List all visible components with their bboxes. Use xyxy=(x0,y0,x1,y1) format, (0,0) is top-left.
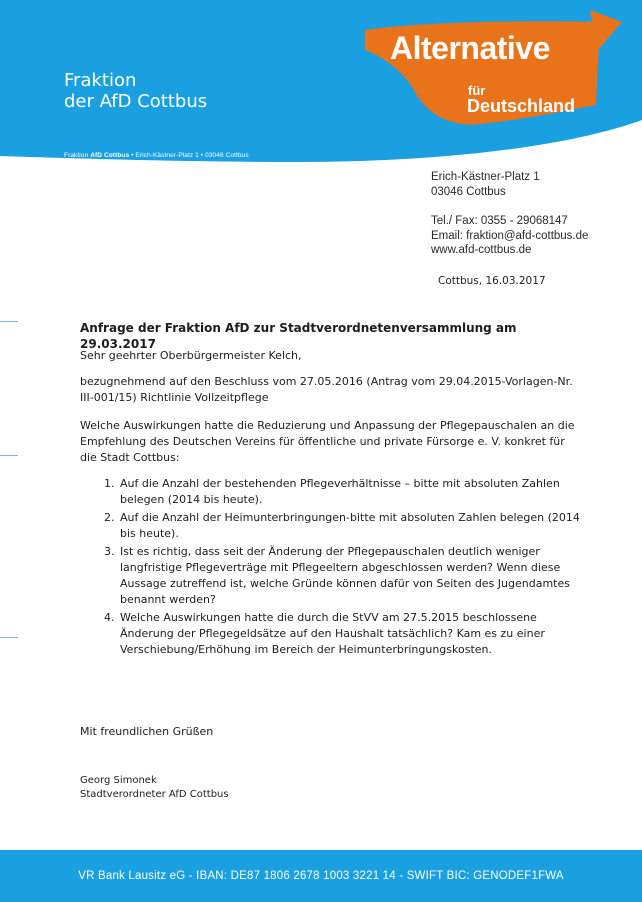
sender-prefix: Fraktion xyxy=(64,152,89,159)
contact-phone: Tel./ Fax: 0355 - 29068147 xyxy=(431,215,568,227)
contact-web: www.afd-cottbus.de xyxy=(431,244,532,256)
faction-line-2: der AfD Cottbus xyxy=(64,91,208,112)
faction-name xyxy=(64,70,207,112)
fold-mark-2 xyxy=(0,637,18,638)
signer-name: Georg Simonek xyxy=(80,775,157,786)
footer-band xyxy=(0,850,642,902)
faction-line-1: Fraktion xyxy=(64,70,137,91)
letter-date: Cottbus, 16.03.2017 xyxy=(438,275,546,287)
contact-city: 03046 Cottbus xyxy=(431,185,506,198)
letter-reference: bezugnehmend auf den Beschluss vom 27.05.2016 (Antrag vom 29.04.2015-Vorlagen-Nr. III-001/15) Richtlinie Vollzeitpflege xyxy=(80,375,573,404)
question-item: 1. Auf die Anzahl der bestehenden Pflegeverhältnisse – bitte mit absoluten Zahlen belegen (2014 bis heute). xyxy=(118,476,588,508)
letter-question-intro: Welche Auswirkungen hatte die Reduzierung und Anpassung der Pflegepauschalen an die Empfehlung des Deutschen Vereins für öffentliche und private Fürsorge e. V. konkret für die Stadt Cottbus: xyxy=(80,419,575,464)
sender-address-line xyxy=(64,152,249,159)
contact-block xyxy=(431,170,588,258)
sender-bold: AfD Cottbus xyxy=(90,152,130,159)
letter-salutation: Sehr geehrter Oberbürgermeister Kelch, xyxy=(80,349,302,362)
fold-mark-1 xyxy=(0,321,18,322)
logo-wordmark-fuer: für xyxy=(468,83,486,98)
question-item: 2. Auf die Anzahl der Heimunterbringungen-bitte mit absoluten Zahlen belegen (2014 bis heute). xyxy=(118,510,588,542)
letter-subject: Anfrage der Fraktion AfD zur Stadtverordnetenversammlung am 29.03.2017 xyxy=(80,321,517,351)
logo-wordmark-deutschland: Deutschland xyxy=(467,96,576,116)
contact-street: Erich-Kästner-Platz 1 xyxy=(431,171,540,183)
logo-wordmark-alternative: Alternative xyxy=(390,30,550,66)
question-list xyxy=(96,476,588,660)
sender-rest: • Erich-Kästner-Platz 1 • 03046 Cottbus xyxy=(131,152,249,159)
signer-role: Stadtverordneter AfD Cottbus xyxy=(80,789,229,800)
bank-details: VR Bank Lausitz eG - IBAN: DE87 1806 2678 1003 3221 14 - SWIFT BIC: GENODEF1FWA xyxy=(78,870,564,882)
letter-closing: Mit freundlichen Grüßen xyxy=(80,725,214,738)
punch-mark xyxy=(0,455,18,456)
contact-email: Email: fraktion@afd-cottbus.de xyxy=(431,229,589,242)
question-item: 3. Ist es richtig, dass seit der Änderung der Pflegepauschalen deutlich weniger langfristige Pflegeverträge mit Pflegeeltern abgeschlossen werden? Wenn diese Aussage zutreffend ist, welche Gründe können dafür von Seiten des Jugendamtes benannt werden? xyxy=(118,544,588,608)
question-item: 4. Welche Auswirkungen hatte die durch die StVV am 27.5.2015 beschlossene Änderung der Pflegegeldsätze auf den Haushalt tatsächlich? Kam es zu einer Verschiebung/Erhöhung im Bereich der Heimunterbringungskosten. xyxy=(118,610,588,658)
